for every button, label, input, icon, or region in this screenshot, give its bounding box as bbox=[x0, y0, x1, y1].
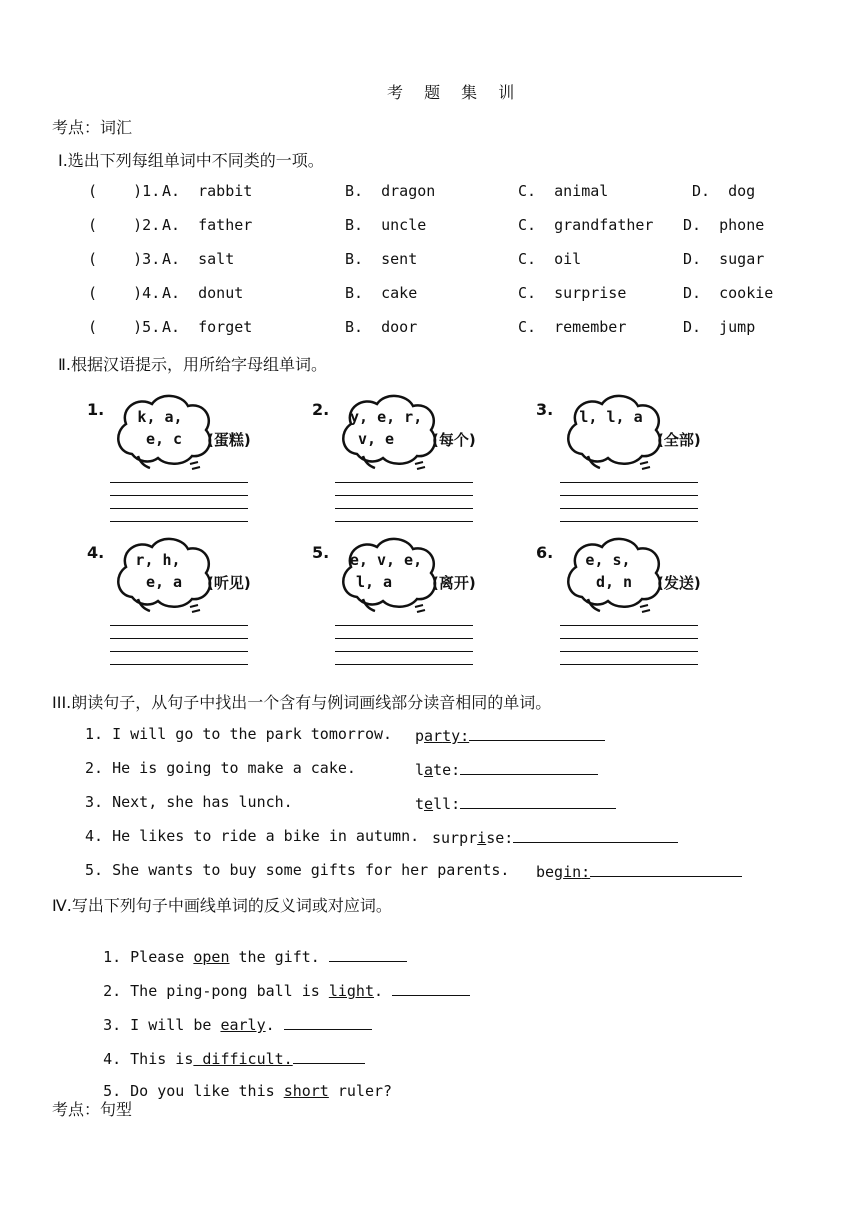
answer-blank[interactable] bbox=[460, 793, 616, 809]
letters-line-1: e, s, bbox=[585, 551, 631, 569]
exercise-number: 4. bbox=[87, 543, 105, 562]
example-word: party: bbox=[415, 725, 605, 745]
option-a: A. salt bbox=[162, 250, 235, 268]
part4-heading: Ⅳ.写出下列句子中画线单词的反义词或对应词。 bbox=[52, 896, 392, 915]
answer-blank[interactable] bbox=[284, 1014, 372, 1030]
option-c: C. oil bbox=[518, 250, 582, 268]
option-c: C. remember bbox=[518, 318, 627, 336]
letters-line-1: e, v, e, bbox=[349, 551, 423, 569]
exercise-number: 3. bbox=[536, 400, 554, 419]
letters-line-2: l, a bbox=[355, 573, 393, 591]
page-title: 考 题 集 训 bbox=[387, 83, 523, 102]
part4-question-3: 3. I will be early. bbox=[85, 996, 372, 1034]
option-a: A. father bbox=[162, 216, 253, 234]
option-c: C. grandfather bbox=[518, 216, 654, 234]
answer-blank[interactable] bbox=[513, 827, 678, 843]
option-d: D. cookie bbox=[683, 284, 774, 302]
chinese-hint: (蛋糕) bbox=[207, 431, 251, 449]
option-c: C. surprise bbox=[518, 284, 627, 302]
option-d: D. sugar bbox=[683, 250, 765, 268]
answer-blank[interactable] bbox=[469, 725, 605, 741]
example-word: tell: bbox=[415, 793, 616, 813]
sentence: 4. He likes to ride a bike in autumn. bbox=[85, 827, 420, 845]
option-d: D. phone bbox=[683, 216, 765, 234]
option-b: B. uncle bbox=[345, 216, 427, 234]
section-label-pattern: 考点：句型 bbox=[52, 1100, 133, 1119]
option-a: A. donut bbox=[162, 284, 244, 302]
exercise-number: 1. bbox=[87, 400, 105, 419]
option-b: B. dragon bbox=[345, 182, 436, 200]
part4-question-5: 5. Do you like this short ruler? bbox=[103, 1082, 393, 1100]
answer-blank[interactable] bbox=[329, 946, 407, 962]
option-d: D. dog bbox=[692, 182, 756, 200]
part4-question-1: 1. Please open the gift. bbox=[85, 928, 407, 966]
answer-paren[interactable]: ( )1. bbox=[88, 182, 161, 200]
chinese-hint: (全部) bbox=[657, 431, 701, 449]
section-label-vocab: 考点：词汇 bbox=[52, 118, 133, 137]
exercise-number: 2. bbox=[312, 400, 330, 419]
part4-question-4: 4. This is difficult. bbox=[85, 1030, 365, 1068]
option-b: B. sent bbox=[345, 250, 418, 268]
letters-line-1: k, a, bbox=[137, 408, 183, 426]
example-word: begin: bbox=[536, 861, 742, 881]
part1-heading: Ⅰ.选出下列每组单词中不同类的一项。 bbox=[58, 151, 324, 170]
example-word: surprise: bbox=[432, 827, 678, 847]
sentence: 1. I will go to the park tomorrow. bbox=[85, 725, 393, 743]
letters-line-1: l, l, a bbox=[579, 408, 643, 426]
letters-line-1: y, e, r, bbox=[350, 408, 423, 426]
answer-paren[interactable]: ( )5. bbox=[88, 318, 161, 336]
chinese-hint: (听见) bbox=[207, 574, 251, 592]
chinese-hint: (离开) bbox=[432, 574, 476, 592]
answer-blank[interactable] bbox=[293, 1048, 365, 1064]
sentence: 5. She wants to buy some gifts for her parents. bbox=[85, 861, 510, 879]
letters-line-1: r, h, bbox=[135, 551, 181, 569]
letters-line-2: d, n bbox=[595, 573, 633, 591]
option-a: A. rabbit bbox=[162, 182, 253, 200]
option-a: A. forget bbox=[162, 318, 253, 336]
answer-lines[interactable] bbox=[560, 625, 698, 677]
answer-paren[interactable]: ( )3. bbox=[88, 250, 161, 268]
answer-lines[interactable] bbox=[335, 482, 473, 534]
answer-lines[interactable] bbox=[110, 625, 248, 677]
answer-blank[interactable] bbox=[460, 759, 598, 775]
part2-heading: Ⅱ.根据汉语提示，用所给字母组单词。 bbox=[58, 355, 327, 374]
option-d: D. jump bbox=[683, 318, 756, 336]
exercise-number: 5. bbox=[312, 543, 330, 562]
chinese-hint: (发送) bbox=[657, 574, 701, 592]
part3-heading: III.朗读句子，从句子中找出一个含有与例词画线部分读音相同的单词。 bbox=[52, 693, 552, 712]
sentence: 2. He is going to make a cake. bbox=[85, 759, 356, 777]
answer-blank[interactable] bbox=[392, 980, 470, 996]
chinese-hint: (每个) bbox=[432, 431, 476, 449]
sentence: 3. Next, she has lunch. bbox=[85, 793, 293, 811]
letters-line-2: v, e bbox=[357, 430, 395, 448]
option-b: B. cake bbox=[345, 284, 418, 302]
option-b: B. door bbox=[345, 318, 418, 336]
answer-lines[interactable] bbox=[560, 482, 698, 534]
answer-paren[interactable]: ( )4. bbox=[88, 284, 161, 302]
letters-line-2: e, c bbox=[145, 430, 183, 448]
option-c: C. animal bbox=[518, 182, 609, 200]
example-word: late: bbox=[415, 759, 598, 779]
answer-paren[interactable]: ( )2. bbox=[88, 216, 161, 234]
answer-blank[interactable] bbox=[590, 861, 742, 877]
answer-lines[interactable] bbox=[110, 482, 248, 534]
exercise-number: 6. bbox=[536, 543, 554, 562]
part4-question-2: 2. The ping-pong ball is light. bbox=[85, 962, 470, 1000]
answer-lines[interactable] bbox=[335, 625, 473, 677]
letters-line-2: e, a bbox=[145, 573, 183, 591]
